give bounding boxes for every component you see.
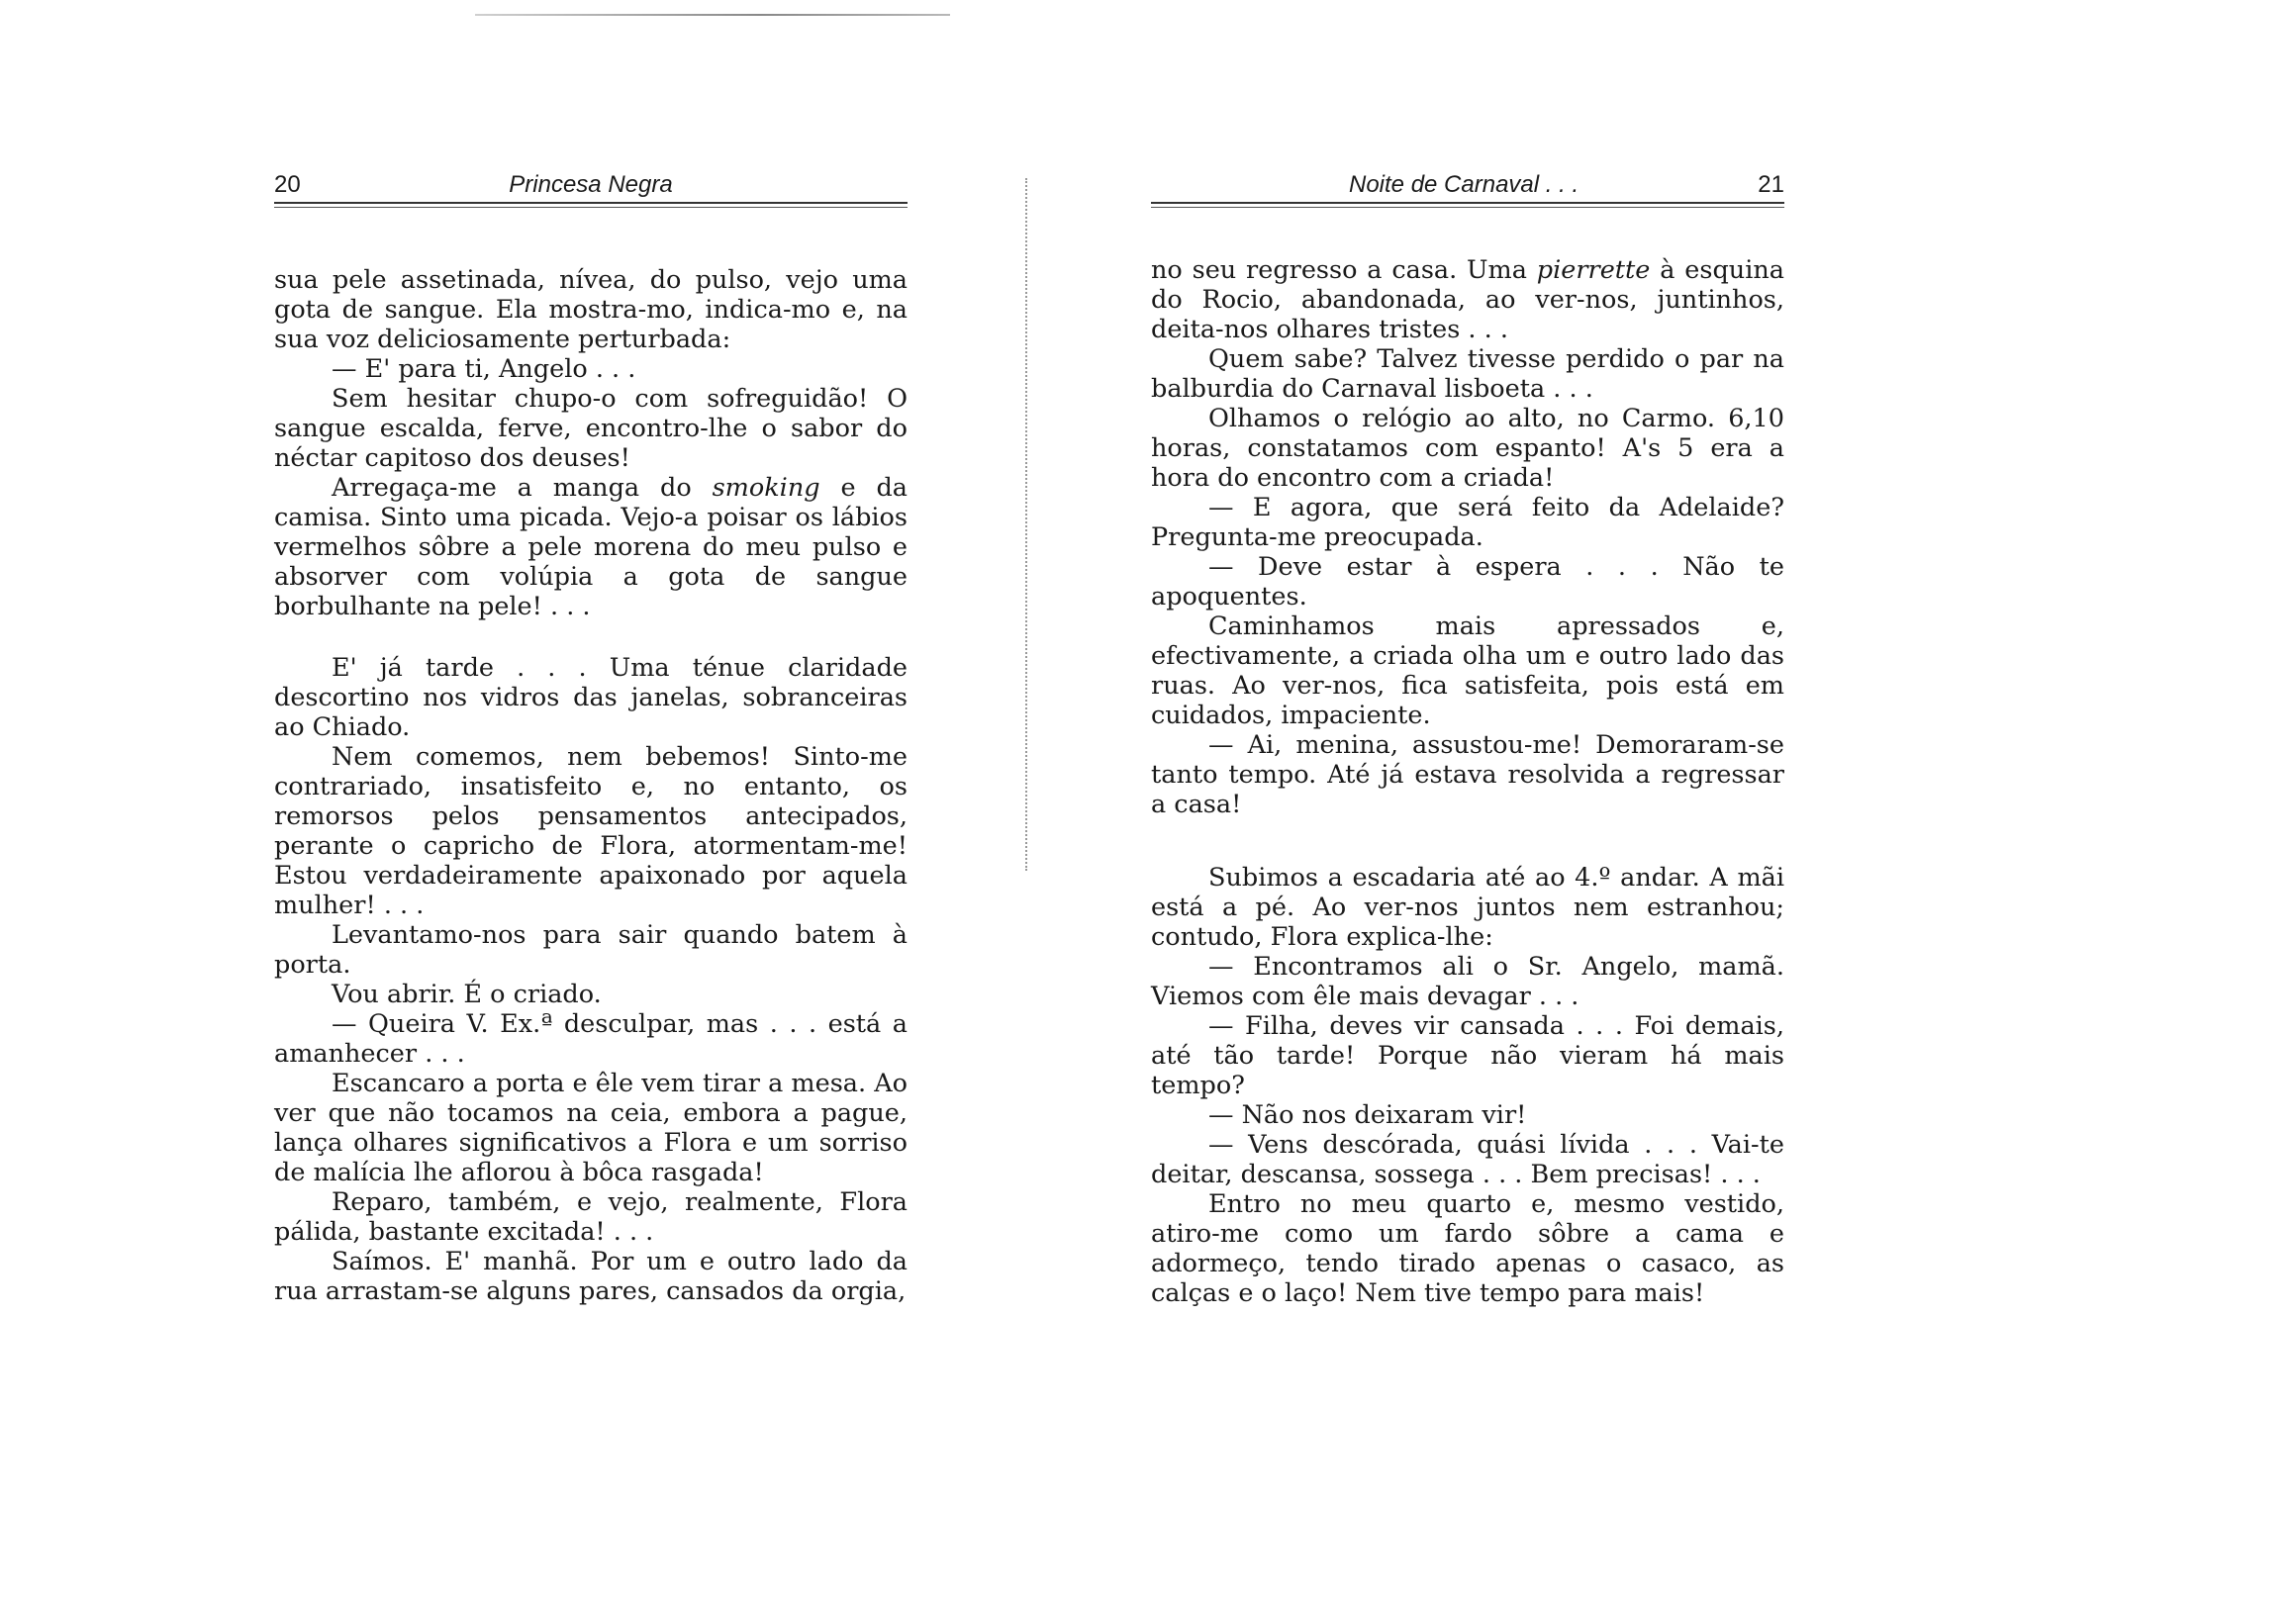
text-run: Arregaça-me a manga do [332, 473, 692, 503]
right-page-body [1151, 255, 1784, 1308]
book-gutter [1025, 178, 1029, 871]
paragraph: Saímos. E' manhã. Por um e outro lado da rua arrastam-se alguns pares, cansados da orgia, [274, 1247, 908, 1306]
right-page-header [1151, 168, 1784, 204]
paragraph: — Ai, menina, assustou-me! Demoraram-se tanto tempo. Até já estava resolvida a regressar a casa! [1151, 730, 1784, 819]
paragraph: — Queira V. Ex.ª desculpar, mas . . . está a amanhecer . . . [274, 1009, 908, 1069]
paragraph: — Não nos deixaram vir! [1208, 1100, 1527, 1130]
paragraph: Subimos a escadaria até ao 4.º andar. A mãi está a pé. Ao ver-nos juntos nem estranhou; contudo, Flora explica-lhe: [1151, 863, 1784, 952]
italic-term: pierrette [1536, 255, 1651, 285]
right-running-title: Noite de Carnaval . . . [1349, 171, 1579, 198]
paragraph: Olhamos o relógio ao alto, no Carmo. 6,10 horas, constatamos com espanto! A's 5 era a hora do encontro com a criada! [1151, 404, 1784, 493]
text-run: e da camisa. Sinto uma picada. Vejo-a poisar os lábios vermelhos sôbre a pele morena do meu pulso e absorver com volúpia a gota de sangue borbulhante na pele! . . . [274, 473, 908, 621]
paragraph: Reparo, também, e vejo, realmente, Flora pálida, bastante excitada! . . . [274, 1187, 908, 1247]
paragraph: Levantamo-nos para sair quando batem à porta. [274, 920, 908, 980]
paragraph: Nem comemos, nem bebemos! Sinto-me contrariado, insatisfeito e, no entanto, os remorsos pelos pensamentos antecipados, perante o capricho de Flora, atormentam-me! Estou verdadeiramente apaixonado por aquela mulher! . . . [274, 742, 908, 920]
paragraph: Caminhamos mais apressados e, efectivamente, a criada olha um e outro lado das ruas. Ao ver-nos, fica satisfeita, pois está em cuidados, impaciente. [1151, 611, 1784, 730]
paragraph: E' já tarde . . . Uma ténue claridade descortino nos vidros das janelas, sobranceiras ao Chiado. [274, 653, 908, 742]
paragraph: — Deve estar à espera . . . Não te apoquentes. [1151, 552, 1784, 611]
paragraph: Entro no meu quarto e, mesmo vestido, atiro-me como um fardo sôbre a cama e adormeço, tendo tirado apenas o casaco, as calças e o laço! Nem tive tempo para mais! [1151, 1189, 1784, 1308]
paragraph: Vou abrir. É o criado. [332, 980, 602, 1009]
text-run: no seu regresso a casa. Uma [1151, 255, 1527, 285]
paragraph: Sem hesitar chupo-o com sofreguidão! O sangue escalda, ferve, encontro-lhe o sabor do néctar capitoso dos deuses! [274, 384, 908, 473]
paragraph: — Encontramos ali o Sr. Angelo, mamã. Viemos com êle mais devagar . . . [1151, 952, 1784, 1011]
paragraph: — E' para ti, Angelo . . . [332, 354, 636, 384]
text-run: à esquina do Rocio, abandonada, ao ver-nos, juntinhos, deita-nos olhares tristes . . . [1151, 255, 1784, 344]
paragraph [274, 473, 908, 621]
left-running-title: Princesa Negra [509, 171, 673, 198]
paragraph [1151, 255, 1784, 344]
italic-term: smoking [712, 473, 820, 503]
paragraph: Escancaro a porta e êle vem tirar a mesa. Ao ver que não tocamos na ceia, embora a pague, lança olhares significativos a Flora e um sorriso de malícia lhe aflorou à bôca rasgada! [274, 1069, 908, 1187]
left-page [274, 168, 908, 1306]
paragraph: — Filha, deves vir cansada . . . Foi demais, até tão tarde! Porque não vieram há mais tempo? [1151, 1011, 1784, 1100]
paragraph: — E agora, que será feito da Adelaide? Pregunta-me preocupada. [1151, 493, 1784, 552]
scan-artifact-line [475, 14, 950, 16]
right-page-number: 21 [1758, 171, 1784, 198]
left-page-body [274, 265, 908, 1306]
paragraph: — Vens descórada, quási lívida . . . Vai-te deitar, descansa, sossega . . . Bem precisas! . . . [1151, 1130, 1784, 1189]
left-page-number: 20 [274, 171, 301, 198]
left-page-header [274, 168, 908, 204]
paragraph: sua pele assetinada, nívea, do pulso, vejo uma gota de sangue. Ela mostra-mo, indica-mo e, na sua voz deliciosamente perturbada: [274, 265, 908, 354]
paragraph: Quem sabe? Talvez tivesse perdido o par na balburdia do Carnaval lisboeta . . . [1151, 344, 1784, 404]
right-page [1151, 168, 1784, 1308]
